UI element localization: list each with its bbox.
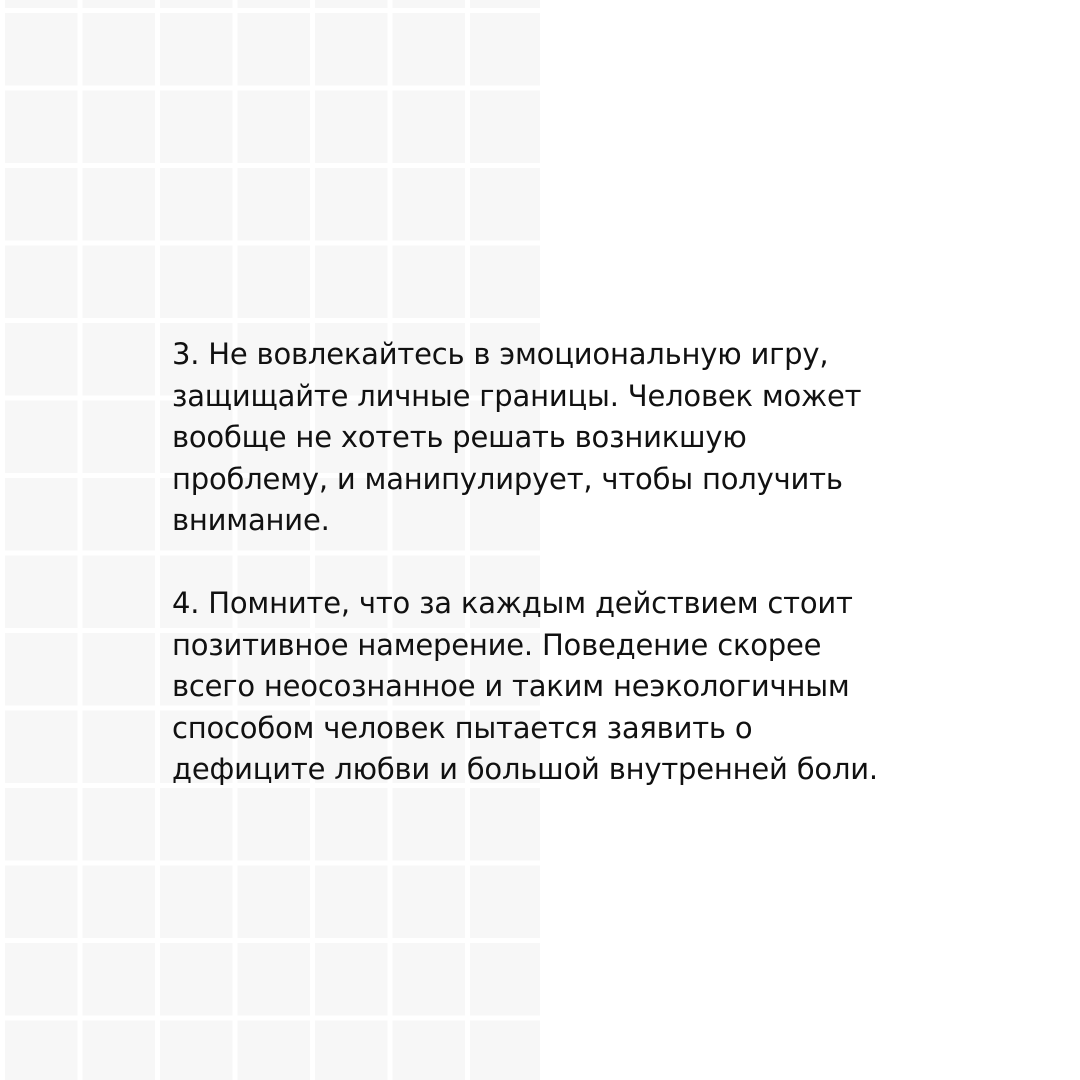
body-text-block [172,334,992,791]
paragraph-point-3: 3. Не вовлекайтесь в эмоциональную игру, защищайте личные границы. Человек может вообще не хотеть решать возникшую проблему, и манипулирует, чтобы получить внимание. [172,337,862,537]
paragraph-point-4: 4. Помните, что за каждым действием стоит позитивное намерение. Поведение скорее всего неосознанное и таким неэкологичным способом человек пытается заявить о дефиците любви и большой внутренней боли. [172,586,878,786]
